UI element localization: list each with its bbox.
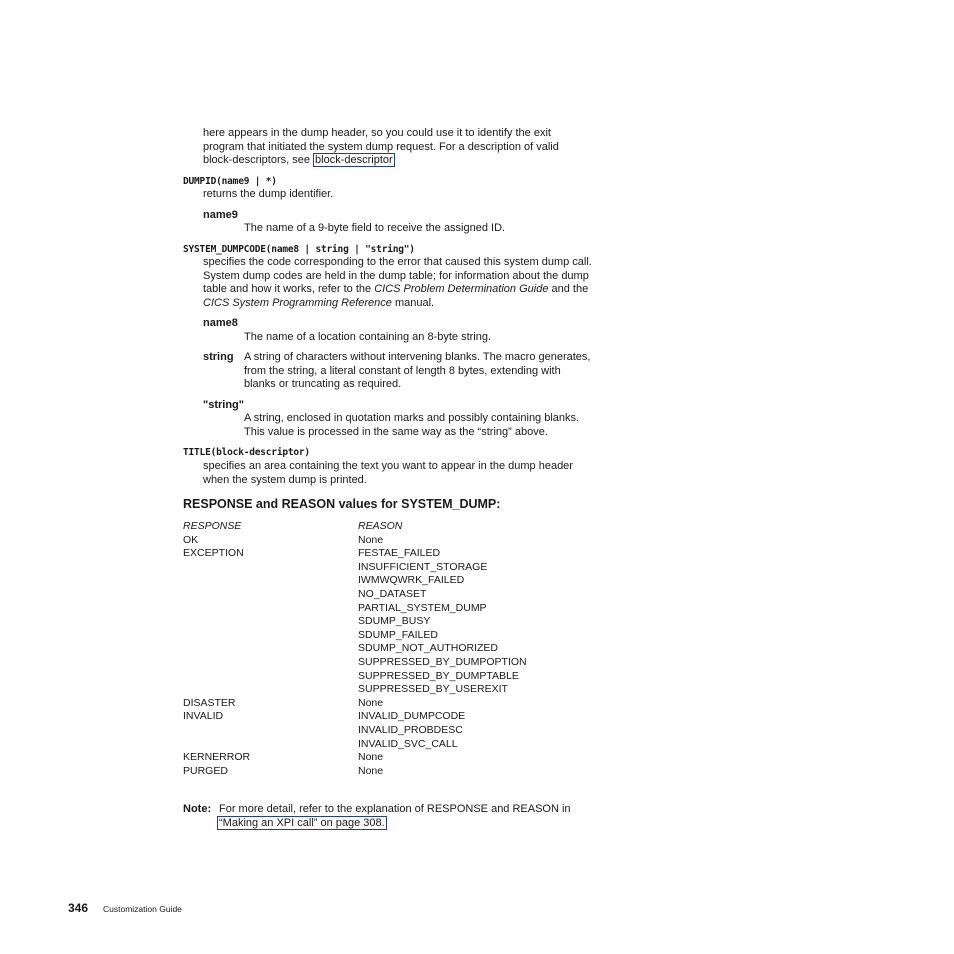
dumpcode-description bbox=[203, 256, 592, 310]
intro-paragraph bbox=[203, 127, 559, 168]
table-cell-reason: INVALID_DUMPCODE bbox=[358, 710, 466, 723]
table-cell-reason: None bbox=[358, 764, 384, 777]
response-reason-table bbox=[183, 520, 603, 782]
intro-line bbox=[203, 154, 559, 168]
quoted-string-term: "string" bbox=[203, 399, 244, 411]
desc-text: manual. bbox=[391, 296, 435, 309]
table-cell-reason: FESTAE_FAILED bbox=[358, 547, 441, 560]
title-syntax: TITLE(block-descriptor) bbox=[183, 447, 310, 458]
intro-line: program that initiated the system dump request. For a description of valid bbox=[203, 140, 559, 153]
table-cell-reason: INVALID_PROBDESC bbox=[358, 724, 463, 736]
problem-determination-guide-ref: CICS Problem Determination Guide bbox=[374, 283, 549, 296]
desc-line: This value is processed in the same way as the “string” above. bbox=[244, 425, 548, 438]
desc-line: from the string, a literal constant of length 8 bytes, extending with bbox=[244, 364, 561, 377]
quoted-string-description bbox=[244, 412, 579, 439]
section-heading: RESPONSE and REASON values for SYSTEM_DUMP: bbox=[183, 497, 501, 511]
column-header-reason: REASON bbox=[358, 520, 403, 532]
table-cell-reason: INVALID_SVC_CALL bbox=[358, 737, 458, 750]
intro-line: here appears in the dump header, so you could use it to identify the exit bbox=[203, 127, 551, 139]
table-cell-response: KERNERROR bbox=[183, 751, 251, 764]
string-term: string bbox=[203, 351, 234, 363]
system-programming-reference-ref: CICS System Programming Reference bbox=[203, 296, 392, 309]
note bbox=[183, 803, 211, 817]
table-cell-reason: SDUMP_FAILED bbox=[358, 628, 438, 641]
table-cell-reason: SUPPRESSED_BY_DUMPOPTION bbox=[358, 656, 527, 668]
table-cell-reason: None bbox=[358, 533, 384, 546]
table-cell-reason: SDUMP_NOT_AUTHORIZED bbox=[358, 642, 499, 655]
dumpcode-syntax: SYSTEM_DUMPCODE(name8 | string | "string") bbox=[183, 244, 415, 255]
book-title: Customization Guide bbox=[103, 904, 182, 914]
desc-line: System dump codes are held in the dump table; for information about the dump bbox=[203, 269, 589, 282]
table-cell-response: DISASTER bbox=[183, 696, 236, 709]
desc-text: table and how it works, refer to the bbox=[203, 283, 375, 296]
table-cell-reason: IWMWQWRK_FAILED bbox=[358, 574, 465, 587]
making-xpi-call-link[interactable]: “Making an XPI call” on page 308. bbox=[219, 816, 385, 829]
name9-description: The name of a 9-byte field to receive the assigned ID. bbox=[244, 222, 506, 234]
table-cell-reason: INSUFFICIENT_STORAGE bbox=[358, 560, 488, 573]
desc-line bbox=[203, 283, 592, 297]
note-body bbox=[219, 803, 571, 830]
table-cell-response: OK bbox=[183, 533, 199, 546]
block-descriptor-link[interactable]: block-descriptor bbox=[315, 154, 393, 167]
page-number: 346 bbox=[68, 901, 89, 915]
desc-line: A string, enclosed in quotation marks and possibly containing blanks. bbox=[244, 412, 580, 424]
table-cell-response: EXCEPTION bbox=[183, 547, 244, 560]
desc-line: when the system dump is printed. bbox=[203, 473, 367, 486]
string-description bbox=[244, 351, 590, 392]
dumpid-syntax: DUMPID(name9 | *) bbox=[183, 176, 277, 187]
column-header-response: RESPONSE bbox=[183, 520, 242, 532]
table-cell-response: INVALID bbox=[183, 710, 224, 723]
name8-description: The name of a location containing an 8-byte string. bbox=[244, 331, 492, 343]
desc-line: blanks or truncating as required. bbox=[244, 378, 402, 391]
desc-line: A string of characters without intervening blanks. The macro generates, bbox=[244, 351, 591, 363]
note-line: For more detail, refer to the explanation of RESPONSE and REASON in bbox=[219, 803, 571, 815]
intro-text: block-descriptors, see bbox=[203, 154, 314, 167]
desc-line bbox=[203, 297, 592, 311]
table-cell-reason: SDUMP_BUSY bbox=[358, 615, 431, 628]
table-cell-reason: PARTIAL_SYSTEM_DUMP bbox=[358, 601, 487, 614]
table-cell-reason: None bbox=[358, 751, 384, 764]
desc-line: specifies the code corresponding to the error that caused this system dump call. bbox=[203, 256, 592, 268]
note-line bbox=[217, 817, 571, 831]
dumpid-description: returns the dump identifier. bbox=[203, 188, 334, 200]
table-cell-reason: SUPPRESSED_BY_DUMPTABLE bbox=[358, 669, 519, 682]
table-cell-reason: SUPPRESSED_BY_USEREXIT bbox=[358, 683, 508, 696]
note-label: Note: bbox=[183, 803, 212, 815]
title-description bbox=[203, 460, 573, 487]
table-cell-response: PURGED bbox=[183, 764, 228, 777]
desc-text: and the bbox=[548, 283, 589, 296]
name9-term: name9 bbox=[203, 209, 238, 221]
table-cell-reason: None bbox=[358, 696, 384, 709]
name8-term: name8 bbox=[203, 317, 238, 329]
desc-line: specifies an area containing the text you want to appear in the dump header bbox=[203, 460, 573, 472]
table-cell-reason: NO_DATASET bbox=[358, 588, 427, 600]
